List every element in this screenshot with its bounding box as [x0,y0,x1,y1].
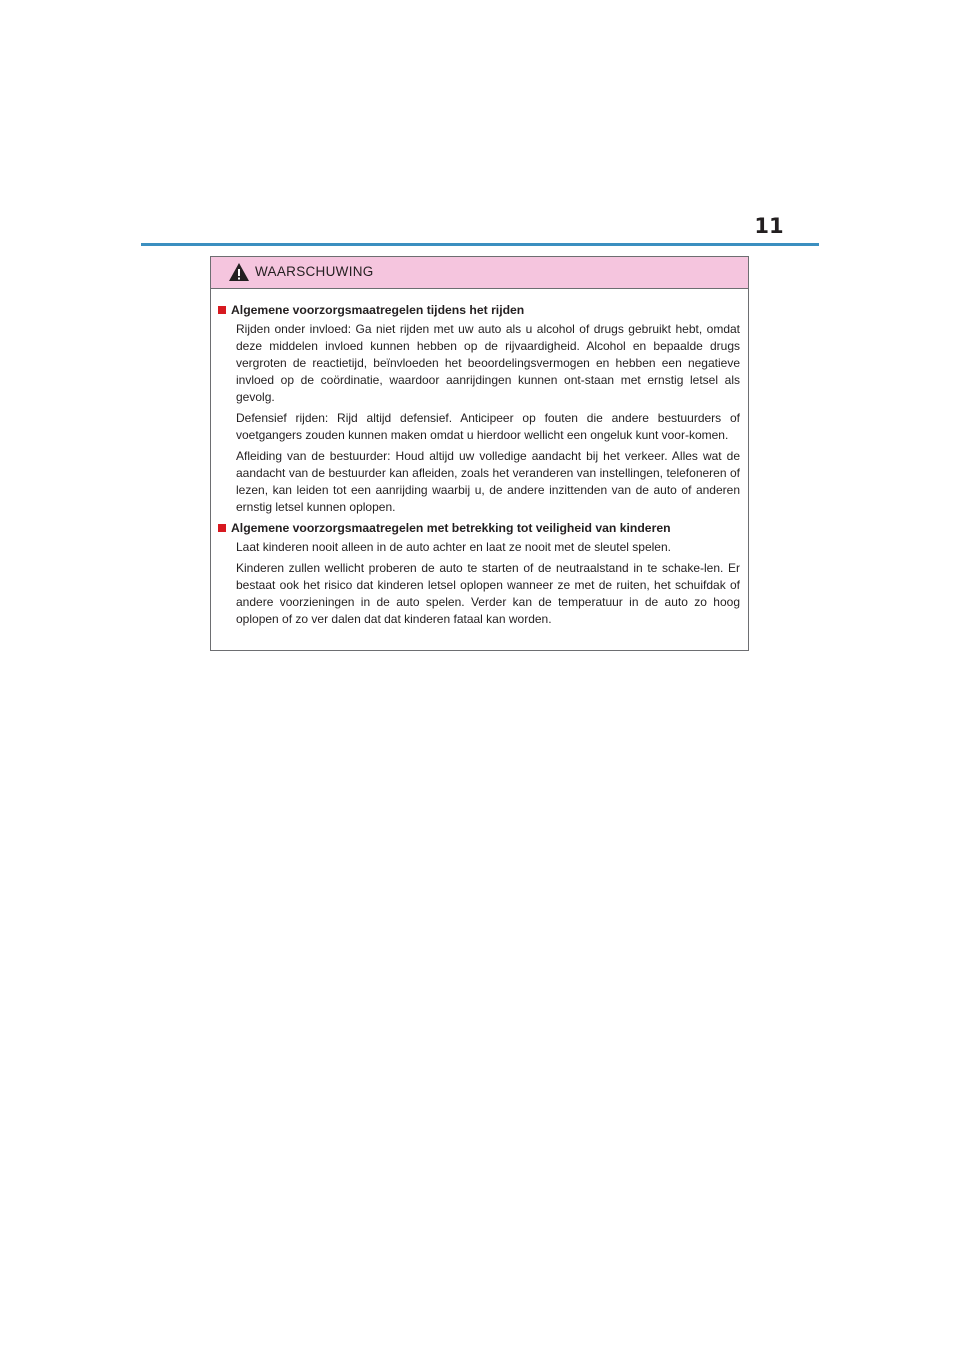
section-heading [217,302,740,318]
section-child-safety [217,520,740,628]
header-rule [141,243,819,246]
paragraph: Rijden onder invloed: Ga niet rijden met uw auto als u alcohol of drugs gebruikt hebt, omdat deze middelen invloed kunnen hebben op de rijvaardigheid. Alcohol en bepaalde drugs vergroten de reactietijd, beïnvloeden het beoordelingsvermogen en hebben een negatieve invloed op de coördinatie, waardoor aanrijdingen kunnen ont-staan met ernstig letsel als gevolg. [236,322,740,404]
section-heading-text: Algemene voorzorgsmaatregelen tijdens het rijden [231,303,525,317]
warning-header [211,257,748,289]
section-heading [217,520,740,536]
warning-body [211,289,748,628]
section-heading-text: Algemene voorzorgsmaatregelen met betrekking tot veiligheid van kinderen [231,521,671,535]
paragraph: Defensief rijden: Rijd altijd defensief. Anticipeer op fouten die andere bestuurders of voetgangers zouden kunnen maken omdat u hierdoor wellicht een ongeluk kunt voor-komen. [236,411,740,442]
paragraph: Kinderen zullen wellicht proberen de auto te starten of de neutraalstand in te schake-len. Er bestaat ook het risico dat kinderen letsel oplopen wanneer ze met de ruiten, het schuifdak of andere voorzieningen in de auto spelen. Verder kan de temperatuur in de auto zo hoog oplopen of zo ver dalen dat dat kinderen fataal kan worden. [236,561,740,626]
paragraph: Afleiding van de bestuurder: Houd altijd uw volledige aandacht bij het verkeer. Alles wat de aandacht van de bestuurder kan afleiden, zoals het veranderen van instellingen, telefoneren of lezen, kan leiden tot een aanrijding waarbij u, de andere inzittenden van de auto of anderen ernstig letsel kunnen oplopen. [236,449,740,514]
bullet-square-icon [218,524,226,532]
warning-box [210,256,749,651]
paragraph: Laat kinderen nooit alleen in de auto achter en laat ze nooit met de sleutel spelen. [236,540,671,554]
warning-triangle-icon [228,262,250,282]
page-number: 11 [754,214,784,238]
warning-title: WAARSCHUWING [255,264,374,279]
section-driving [217,302,740,516]
bullet-square-icon [218,306,226,314]
